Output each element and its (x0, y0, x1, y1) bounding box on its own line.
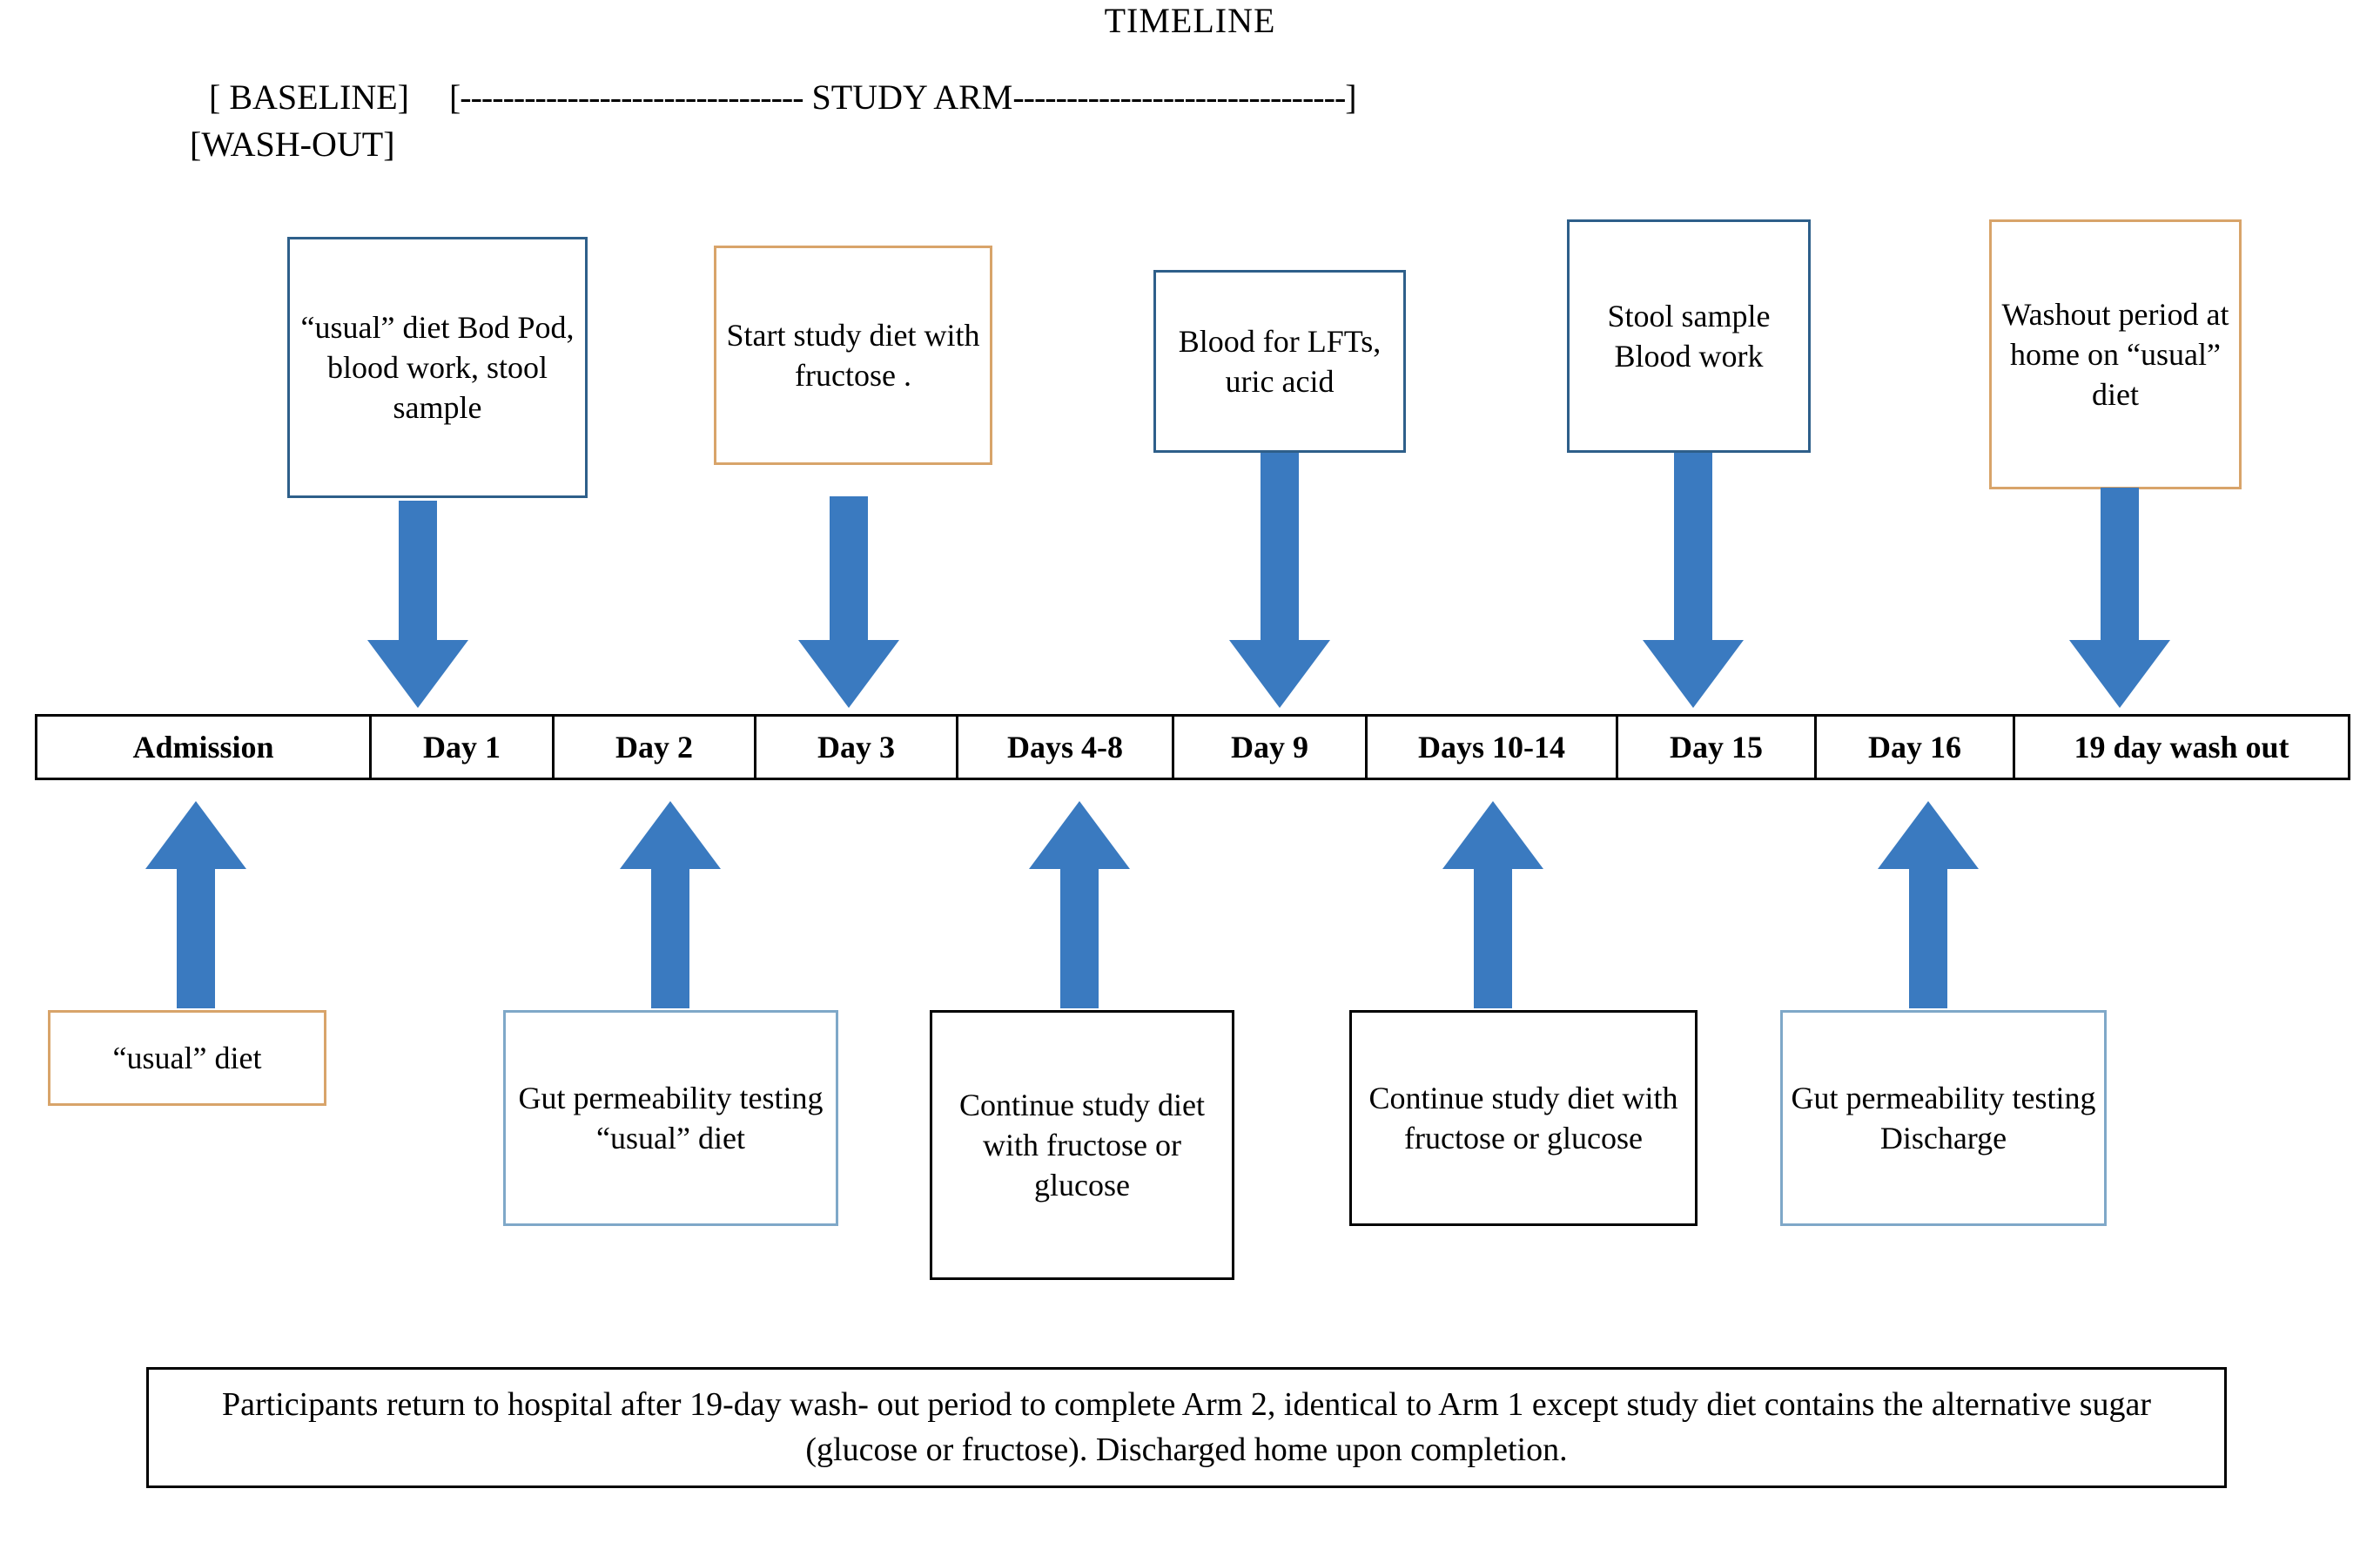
timeline-strip (35, 714, 2350, 780)
timeline-cell-day-15[interactable]: Day 15 (1618, 717, 1817, 778)
study-arm-close-dashes: -------------------------------] (1012, 77, 1356, 117)
up-arrow-continue-diet-days-10-14 (1441, 799, 1545, 1008)
down-arrow-admission (366, 501, 470, 710)
event-box-start-study-diet: Start study diet with fructose . (714, 246, 992, 465)
timeline-cell-days-4-8[interactable]: Days 4-8 (958, 717, 1174, 778)
event-box-washout-period: Washout period at home on “usual” diet (1989, 219, 2242, 489)
study-arm-label: STUDY ARM (803, 77, 1013, 117)
up-arrow-continue-diet-days-4-8 (1027, 799, 1132, 1008)
up-arrow-gut-permeability-day2 (618, 799, 723, 1008)
timeline-cell-day-1[interactable]: Day 1 (372, 717, 555, 778)
timeline-cell-19-day-wash-out[interactable]: 19 day wash out (2074, 730, 2289, 765)
timeline-cell-day-9[interactable]: Day 9 (1174, 717, 1368, 778)
timeline-cell-day-3[interactable]: Day 3 (756, 717, 958, 778)
event-box-admission-assessments: “usual” diet Bod Pod, blood work, stool sample (287, 237, 588, 498)
event-box-gut-permeability-usual-diet: Gut permeability testing “usual” diet (503, 1010, 838, 1226)
down-arrow-start-diet (797, 496, 901, 710)
washout-phase-label: [WASH-OUT] (190, 125, 395, 164)
event-box-continue-diet-fructose-or-glucose-2: Continue study diet with fructose or glucose (1349, 1010, 1698, 1226)
event-box-continue-diet-fructose-or-glucose-1: Continue study diet with fructose or glucose (930, 1010, 1234, 1280)
timeline-cell-day-16[interactable]: Day 16 (1817, 717, 2015, 778)
event-box-blood-lfts: Blood for LFTs, uric acid (1153, 270, 1406, 453)
down-arrow-blood-lfts (1227, 453, 1332, 710)
down-arrow-washout (2067, 488, 2172, 710)
up-arrow-usual-diet (144, 799, 248, 1008)
event-box-usual-diet: “usual” diet (48, 1010, 326, 1106)
page-title: TIMELINE (1104, 1, 1276, 40)
timeline-cell-day-2[interactable]: Day 2 (555, 717, 756, 778)
event-box-gut-permeability-discharge: Gut permeability testing Discharge (1780, 1010, 2107, 1226)
timeline-cell-admission[interactable]: Admission (37, 717, 372, 778)
baseline-label: [ BASELINE] (209, 77, 409, 117)
up-arrow-gut-permeability-discharge (1876, 799, 1980, 1008)
down-arrow-stool-sample (1641, 453, 1745, 710)
timeline-cell-days-10-14[interactable]: Days 10-14 (1368, 717, 1618, 778)
phase-header (209, 77, 1356, 118)
footer-note: Participants return to hospital after 19-day wash- out period to complete Arm 2, identical to Arm 1 except study diet contains the alternative sugar (glucose or fructose). Discharged home upon completion. (146, 1367, 2227, 1488)
study-arm-open-dashes: [-------------------------------- (448, 77, 803, 117)
event-box-stool-sample-blood-work: Stool sample Blood work (1567, 219, 1811, 453)
